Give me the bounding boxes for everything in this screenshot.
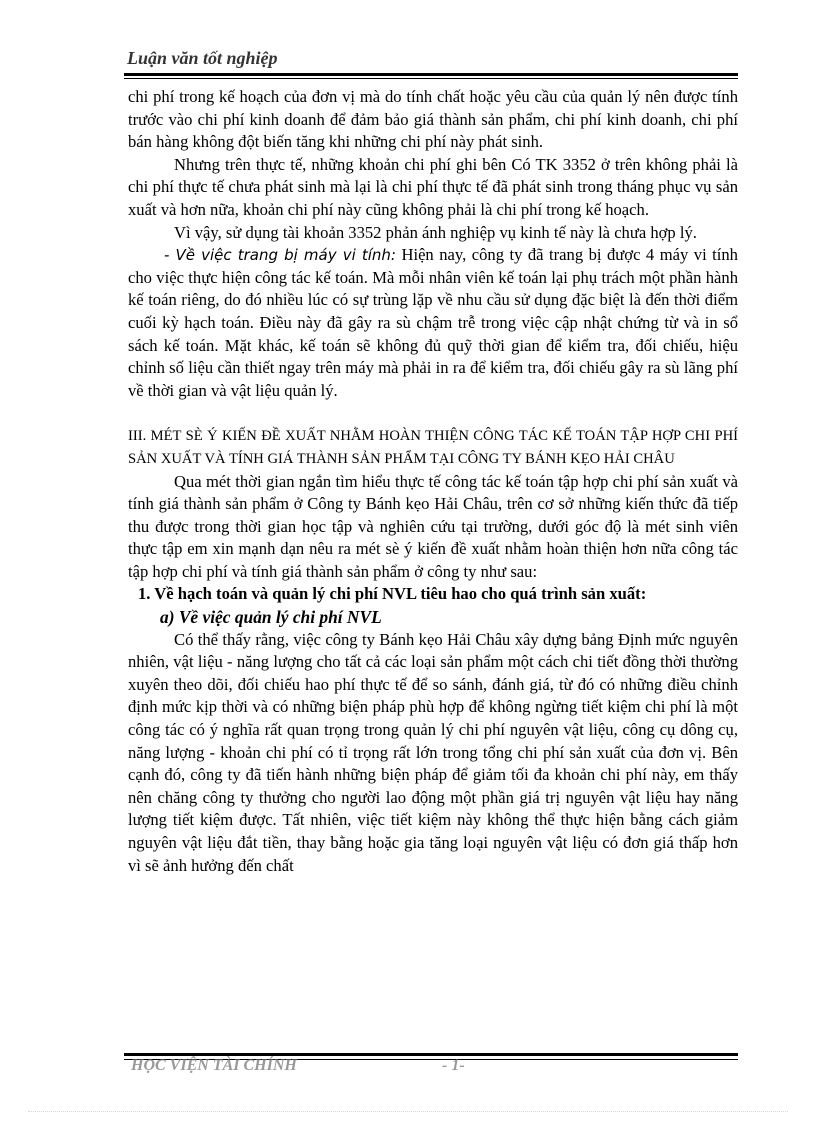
header-rule-thick (124, 73, 738, 76)
footer-rule-thick (124, 1053, 738, 1056)
paragraph-4 (128, 244, 738, 402)
computer-equipment-text: Hiện nay, công ty đã trang bị được 4 máy vi tính cho việc thực hiện công tác kế toán. Mà mỗi nhân viên kế toán lại phụ trách một phần hành kế toán riêng, do đó nhiều lúc có sự trùng lặp về nhu cầu sử dụng đặc biệt là đến thời điểm cuối kỳ hạch toán. Điều này đã gây ra sù chậm trễ trong việc cập nhật chứng từ và in sổ sách kế toán. Mặt khác, kế toán sẽ không đủ quỹ thời gian để kiểm tra, đối chiếu, hiệu chỉnh số liệu cần thiết ngay trên máy mà phải in ra để kiểm tra, đối chiếu gây ra sù lãng phí về thời gian và vật liệu quản lý. (128, 245, 738, 400)
page-number: - 1- (442, 1057, 465, 1074)
paragraph-5: Qua mét thời gian ngắn tìm hiểu thực tế công tác kế toán tập hợp chi phí sản xuất và tính giá thành sản phẩm ở Công ty Bánh kẹo Hải Châu, trên cơ sở những kiến thức đã tiếp thu được trong thời gian học tập và nghiên cứu tại trường, dưới góc độ là mét sinh viên thực tập em xin mạnh dạn nêu ra mét sè ý kiến đề xuất nhằm hoàn thiện hơn nữa công tác tập hợp chi phí và tính giá thành sản phẩm ở công ty như sau: (128, 471, 738, 581)
paragraph-3: Vì vậy, sử dụng tài khoản 3352 phản ánh nghiệp vụ kinh tế này là chưa hợp lý. (174, 222, 697, 242)
computer-equipment-lead: - Về việc trang bị máy vi tính: (164, 246, 396, 265)
section-3-heading: III. MÉT SÈ Ý KIẾN ĐỀ XUẤT NHẰM HOÀN THIỆN CÔNG TÁC KẾ TOÁN TẬP HỢP CHI PHÍ SẢN XUẤT VÀ TÍNH GIÁ THÀNH SẢN PHẨM TẠI CÔNG TY BÁNH KẸO HẢI CHÂU (128, 428, 738, 467)
heading-2: a) Về việc quản lý chi phí NVL (160, 607, 382, 628)
paragraph-1: chi phí trong kế hoạch của đơn vị mà do tính chất hoặc yêu cầu của quản lý nên được tính trước vào chi phí kinh doanh để đảm bảo giá thành sản phẩm, chi phí kinh doanh, chi phí bán hàng không đột biến tăng khi những chi phí này phát sinh. (128, 87, 738, 152)
page-bottom-dotted-line (28, 1111, 788, 1112)
heading-1: 1. Về hạch toán và quản lý chi phí NVL tiêu hao cho quá trình sản xuất: (138, 584, 647, 604)
document-body (128, 86, 738, 877)
paragraph-2: Nhưng trên thực tế, những khoản chi phí ghi bên Có TK 3352 ở trên không phải là chi phí thực tế chưa phát sinh mà lại là chi phí thực tế đã phát sinh trong tháng phục vụ sản xuất và hơn nữa, khoản chi phí này cũng không phải là chi phí trong kế hoạch. (128, 154, 738, 219)
header-rule-thin (124, 78, 738, 79)
footer-institution: HỌC VIỆN TÀI CHÍNH (131, 1057, 297, 1074)
header-title: Luận văn tốt nghiệp (127, 48, 278, 68)
paragraph-6: Có thể thấy rằng, việc công ty Bánh kẹo Hải Châu xây dựng bảng Định mức nguyên nhiên, vật liệu - năng lượng cho tất cả các loại sản phẩm một cách chi tiết đồng thời thường xuyên theo dõi, đối chiếu hao phí thực tế để so sánh, đánh giá, từ đó có những điều chỉnh định mức kịp thời và có những biện pháp phù hợp để không ngừng tiết kiệm chi phí là một công tác có ý nghĩa rất quan trọng trong quản lý chi phí nguyên vật liệu, công cụ dông cụ, năng lượng - khoản chi phí có tỉ trọng rất lớn trong tổng chi phí sản xuất của đơn vị. Bên cạnh đó, công ty đã tiến hành những biện pháp để giảm tối đa khoản chi phí này, em thấy nên chăng công ty thưởng cho người lao động một phần giá trị nguyên vật liệu hay năng lượng tiết kiệm được. Tất nhiên, việc tiết kiệm này không thể thực hiện bằng cách giảm nguyên vật liệu đắt tiền, thay bằng hoặc gia tăng loại nguyên vật liệu có đơn giá thấp hơn vì sẽ ảnh hưởng đến chất (128, 629, 738, 875)
